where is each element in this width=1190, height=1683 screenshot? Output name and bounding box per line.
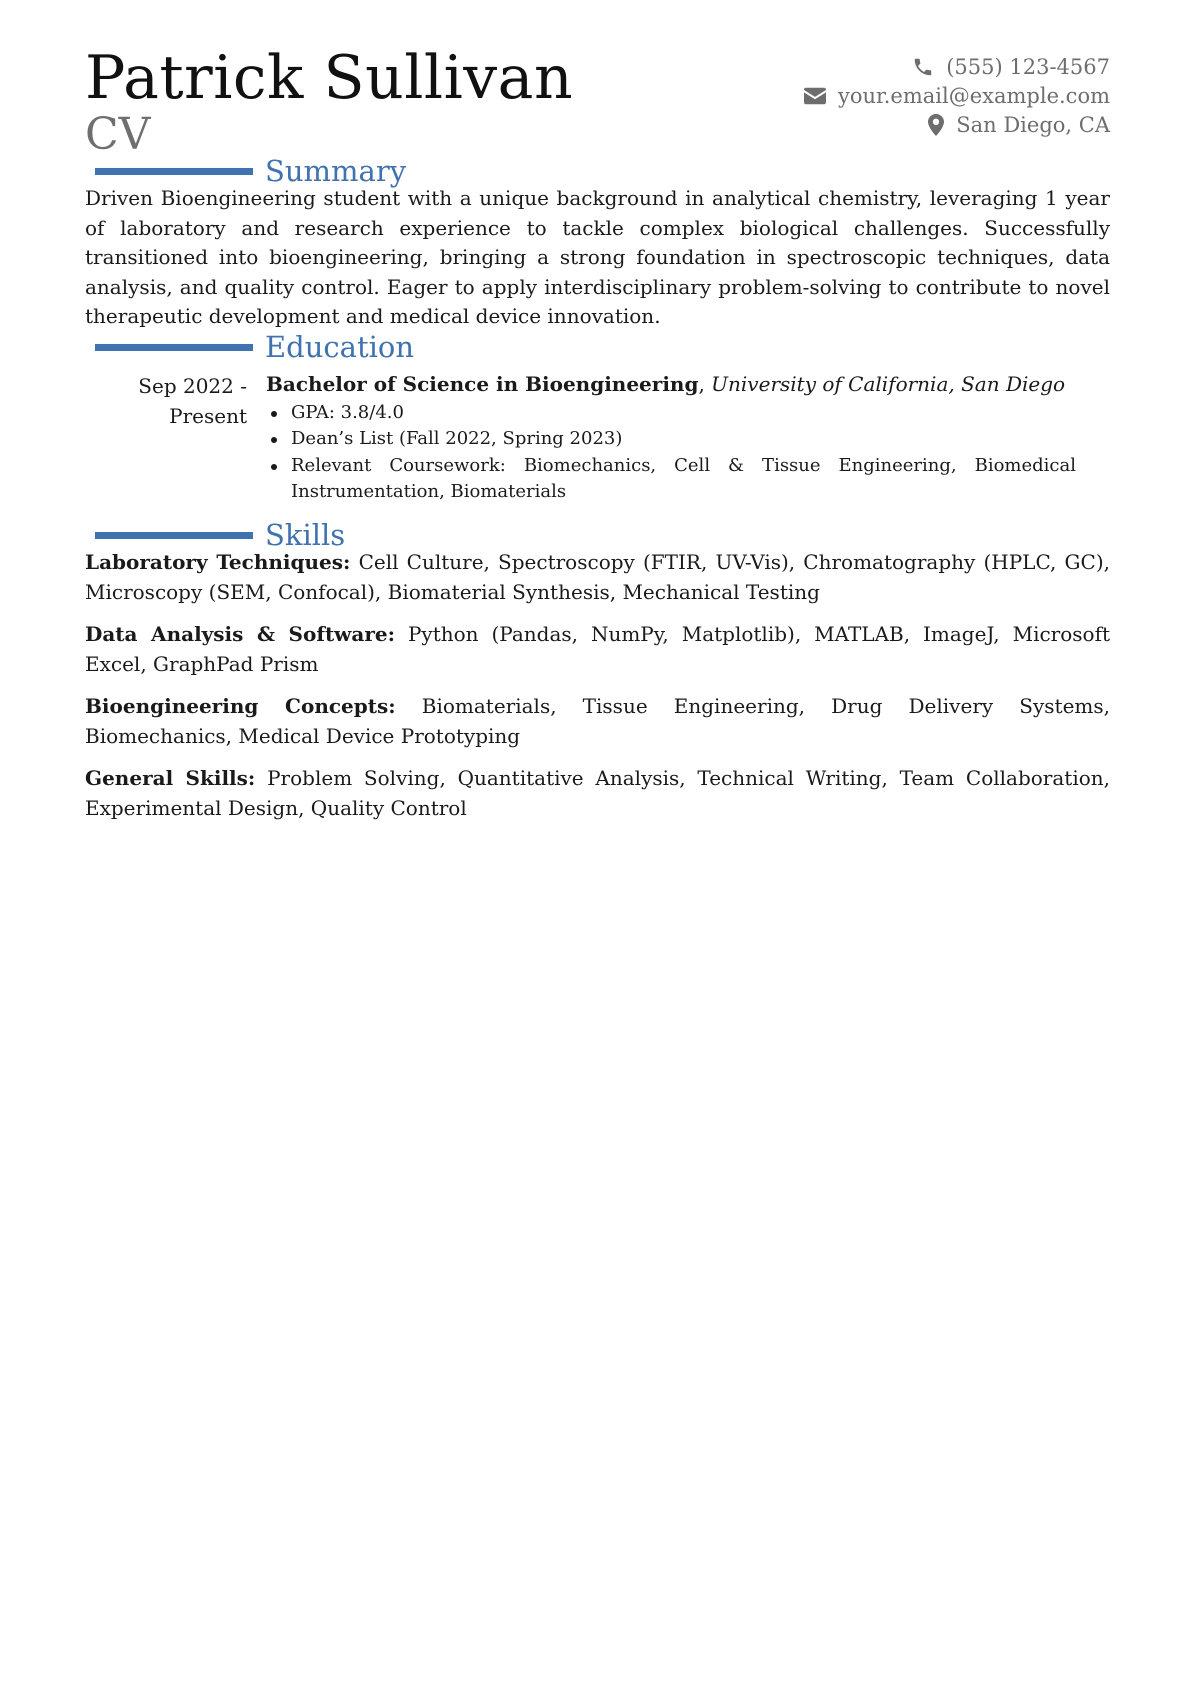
skill-label: Bioengineering Concepts: — [85, 694, 396, 718]
education-details-list — [266, 400, 1076, 506]
education-degree-line: Bachelor of Science in Bioengineering, University of California, San Diego — [266, 372, 1066, 396]
document-subtitle: CV — [85, 109, 151, 160]
list-item: Relevant Coursework: Biomechanics, Cell & Tissue Engineering, Biomedical Instrumentation, Biomaterials — [266, 453, 1076, 506]
education-section-header — [95, 328, 595, 368]
location-text: San Diego, CA — [956, 112, 1110, 137]
contact-phone — [804, 52, 1110, 81]
section-accent-bar — [95, 532, 253, 539]
institution-name: University of California, San Diego — [711, 372, 1066, 396]
email-address[interactable]: your.email@example.com — [837, 83, 1110, 108]
bullet-icon — [271, 411, 277, 417]
bullet-icon — [271, 464, 277, 470]
phone-icon — [912, 56, 934, 78]
map-pin-icon — [928, 114, 944, 136]
skill-row-laboratory — [85, 548, 1110, 607]
skill-label: Data Analysis & Software: — [85, 622, 396, 646]
envelope-icon — [804, 87, 826, 105]
bullet-icon — [271, 437, 277, 443]
skill-row-bioengineering — [85, 692, 1110, 751]
education-date: Sep 2022 - Present — [138, 374, 247, 428]
contact-location — [804, 110, 1110, 139]
skill-value: Biomaterials, Tissue Engineering, Drug Delivery Systems, Biomechanics, Medical Device Prototyping — [85, 694, 1111, 748]
list-item: GPA: 3.8/4.0 — [266, 400, 1076, 427]
list-item: Dean’s List (Fall 2022, Spring 2023) — [266, 426, 1076, 453]
contact-info — [804, 52, 1110, 139]
education-title: Education — [265, 330, 415, 364]
skill-label: Laboratory Techniques: — [85, 550, 351, 574]
skill-label: General Skills: — [85, 766, 256, 790]
skill-value: Problem Solving, Quantitative Analysis, Technical Writing, Team Collaboration, Experimental Design, Quality Control — [85, 766, 1110, 820]
skill-value: Cell Culture, Spectroscopy (FTIR, UV-Vis), Chromatography (HPLC, GC), Microscopy (SEM, Confocal), Biomaterial Synthesis, Mechanical Testing — [85, 550, 1110, 604]
skills-title: Skills — [265, 518, 346, 552]
summary-text: Driven Bioengineering student with a unique background in analytical chemistry, leveraging 1 year of laboratory and research experience to tackle complex biological challenges. Successfully transitioned into bioengineering, bringing a strong foundation in spectroscopic techniques, data analysis, and quality control. Eager to apply interdisciplinary problem-solving to contribute to novel therapeutic development and medical device innovation. — [85, 186, 1110, 328]
skill-value: Python (Pandas, NumPy, Matplotlib), MATLAB, ImageJ, Microsoft Excel, GraphPad Prism — [85, 622, 1111, 676]
education-entry — [266, 370, 1076, 506]
phone-number: (555) 123-4567 — [946, 54, 1110, 79]
section-accent-bar — [95, 344, 253, 351]
skill-row-data-analysis — [85, 620, 1110, 679]
summary-title: Summary — [265, 154, 407, 188]
degree-name: Bachelor of Science in Bioengineering — [266, 372, 699, 396]
section-accent-bar — [95, 168, 253, 175]
skill-row-general — [85, 764, 1110, 823]
contact-email — [804, 81, 1110, 110]
candidate-name: Patrick Sullivan — [85, 43, 574, 113]
